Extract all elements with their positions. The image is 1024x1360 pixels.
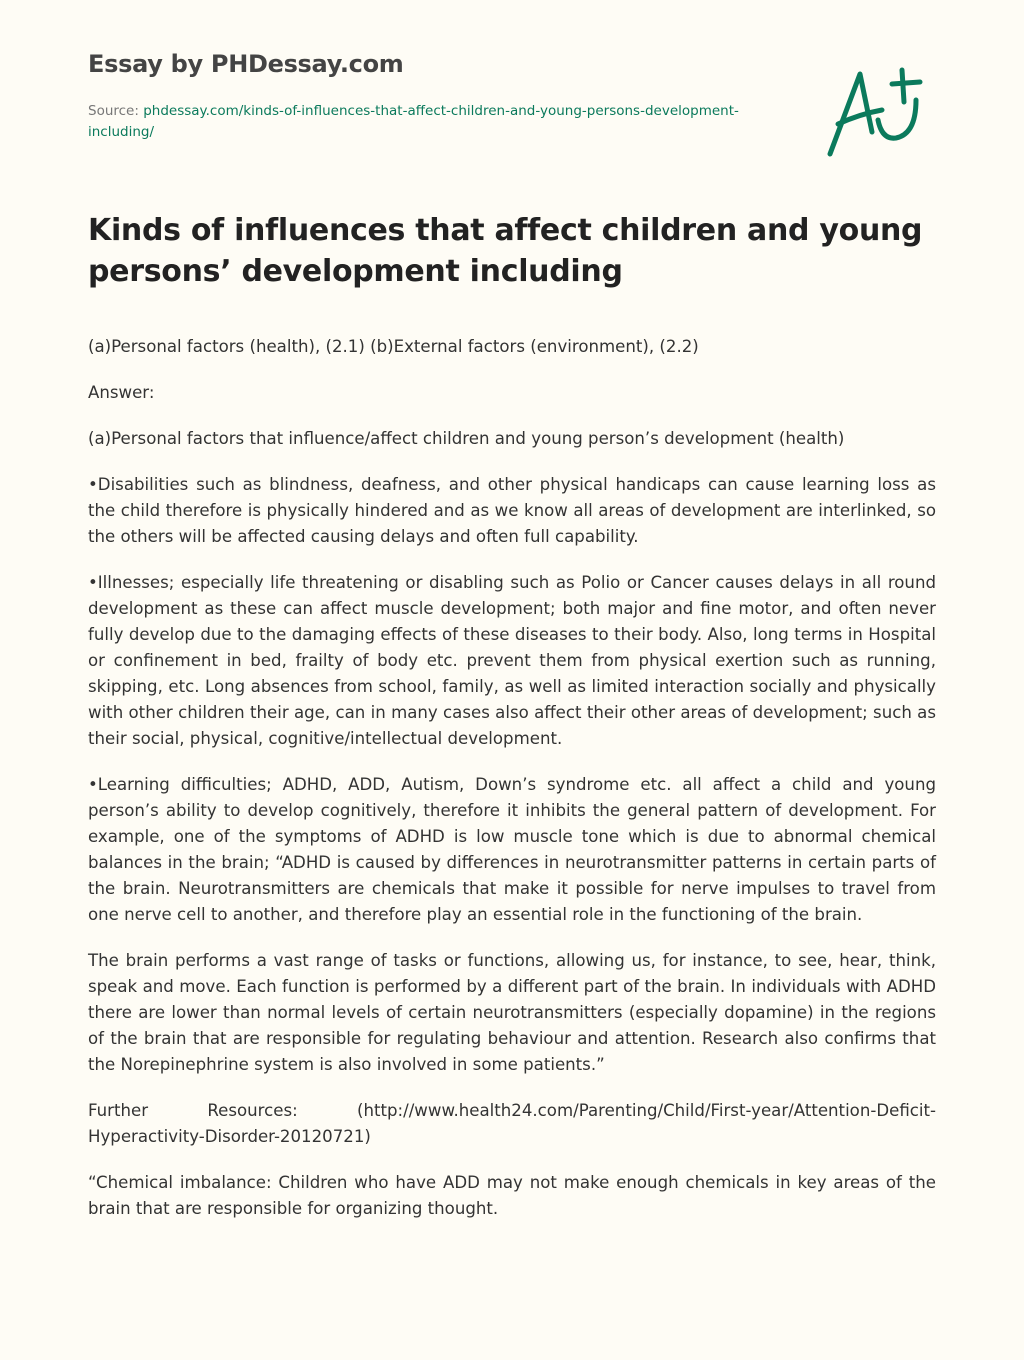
paragraph: (a)Personal factors that influence/affect children and young person’s development (health): [88, 429, 845, 448]
essay-body: [88, 334, 936, 1242]
source-label: Source:: [88, 103, 144, 119]
a-plus-logo-icon: [820, 62, 930, 162]
paragraph: •Illnesses; especially life threatening or disabling such as Polio or Cancer causes delays in all round development as these can affect muscle development; both major and fine motor, and often never fully develop due to the damaging effects of these diseases to their body. Also, long terms in Hospital or confinement in bed, frailty of body etc. prevent them from physical exertion such as running, skipping, etc. Long absences from school, family, as well as limited interaction socially and physically with other children their age, can in many cases also affect their other areas of development; such as their social, physical, cognitive/intellectual development.: [88, 573, 936, 748]
source-link[interactable]: phdessay.com/kinds-of-influences-that-affect-children-and-young-persons-development-including/: [88, 103, 739, 140]
paragraph: “Chemical imbalance: Children who have ADD may not make enough chemicals in key areas of the brain that are responsible for organizing thought.: [88, 1173, 936, 1218]
paragraph: Further Resources: (http://www.health24.com/Parenting/Child/First-year/Attention-Deficit-Hyperactivity-Disorder-20120721): [88, 1101, 936, 1146]
site-brand: Essay by PHDessay.com: [88, 50, 404, 78]
paragraph: The brain performs a vast range of tasks or functions, allowing us, for instance, to see, hear, think, speak and move. Each function is performed by a different part of the brain. In individuals with ADHD there are lower than normal levels of certain neurotransmitters (especially dopamine) in the regions of the brain that are responsible for regulating behaviour and attention. Research also confirms that the Norepinephrine system is also involved in some patients.”: [88, 951, 936, 1074]
page-title: Kinds of influences that affect children and young persons’ development including: [88, 213, 923, 289]
source-line: [88, 101, 748, 143]
paragraph: (a)Personal factors (health), (2.1) (b)External factors (environment), (2.2): [88, 337, 699, 356]
paragraph: •Learning difficulties; ADHD, ADD, Autism, Down’s syndrome etc. all affect a child and young person’s ability to develop cognitively, therefore it inhibits the general pattern of development. For example, one of the symptoms of ADHD is low muscle tone which is due to abnormal chemical balances in the brain; “ADHD is caused by differences in neurotransmitter patterns in certain parts of the brain. Neurotransmitters are chemicals that make it possible for nerve impulses to travel from one nerve cell to another, and therefore play an essential role in the functioning of the brain.: [88, 775, 936, 924]
paragraph: Answer:: [88, 383, 155, 402]
paragraph: •Disabilities such as blindness, deafness, and other physical handicaps can cause learning loss as the child therefore is physically hindered and as we know all areas of development are interlinked, so the others will be affected causing delays and often full capability.: [88, 475, 936, 546]
